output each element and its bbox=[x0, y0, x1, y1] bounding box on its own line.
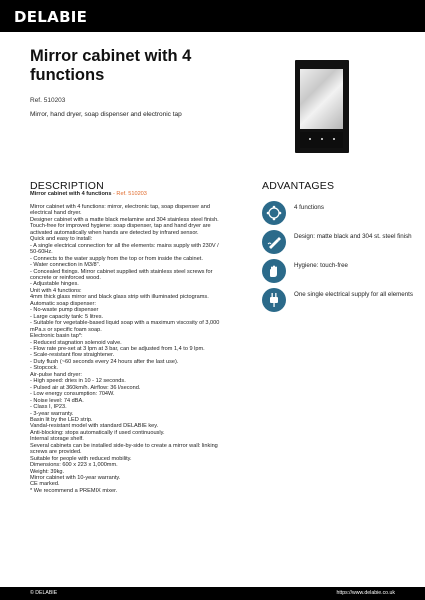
description-line: Basin lit by the LED strip. bbox=[30, 416, 93, 423]
advantage-item bbox=[262, 201, 422, 227]
description-reference: Ref. 510203 bbox=[116, 191, 147, 197]
description-line: - No-waste pump dispenser bbox=[30, 307, 99, 314]
page-title: Mirror cabinet with 4 functions bbox=[30, 47, 192, 84]
pictogram-dot bbox=[333, 138, 335, 140]
description-line: Several cabinets can be installed side-by-side to create a mirror wall: linking bbox=[30, 442, 218, 449]
description-line: 4mm thick glass mirror and black glass strip with illuminated pictograms. bbox=[30, 294, 209, 301]
advantage-text: One single electrical supply for all elements bbox=[294, 291, 413, 298]
description-line: - 3-year warranty. bbox=[30, 410, 74, 417]
description-line: Automatic soap dispenser: bbox=[30, 300, 96, 307]
product-reference: Ref. 510203 bbox=[30, 97, 66, 104]
description-line: - Pulsed air at 360km/h. Airflow: 36 l/second. bbox=[30, 384, 141, 391]
advantage-text: Hygiene: touch-free bbox=[294, 262, 348, 269]
description-line: Designer cabinet with a matte black melamine and 304 stainless steel finish. bbox=[30, 216, 219, 223]
description-body bbox=[30, 204, 255, 494]
description-line: Weight: 39kg. bbox=[30, 468, 65, 475]
description-line: - Noise level: 74 dBA. bbox=[30, 397, 84, 404]
electrical-plug-icon bbox=[262, 288, 286, 312]
description-line: Internal storage shelf. bbox=[30, 436, 84, 443]
product-subtitle: Mirror, hand dryer, soap dispenser and electronic tap bbox=[30, 111, 182, 118]
advantages-heading: ADVANTAGES bbox=[262, 180, 335, 192]
description-line: Quick and easy to install: bbox=[30, 236, 93, 243]
description-line: - Large capacity tank: 5 litres. bbox=[30, 313, 104, 320]
delabie-logo: DELABIE bbox=[14, 8, 88, 26]
description-line: - Flow rate pre-set at 3 lpm at 3 bar, can be adjusted from 1,4 to 9 lpm. bbox=[30, 345, 205, 352]
description-line: concrete or reinforced wood. bbox=[30, 274, 101, 281]
description-line: Dimensions: 600 x 223 x 1,000mm. bbox=[30, 462, 118, 469]
description-line: - Duty flush (~60 seconds every 24 hours after the last use). bbox=[30, 358, 179, 365]
description-line: - Suitable for vegetable-based liquid soap with a maximum viscosity of 3,000 bbox=[30, 320, 220, 327]
description-line: - Adjustable hinges. bbox=[30, 281, 79, 288]
description-line: - High speed: dries in 10 - 12 seconds. bbox=[30, 378, 126, 385]
description-line: * We recommend a PREMIX mixer. bbox=[30, 487, 118, 494]
advantage-text: Design: matte black and 304 st. steel finish bbox=[294, 233, 412, 240]
description-line: CE marked. bbox=[30, 481, 60, 488]
four-functions-icon bbox=[262, 201, 286, 225]
touch-free-hand-icon bbox=[262, 259, 286, 283]
description-line: - Reduced stagnation solenoid valve. bbox=[30, 339, 122, 346]
footer-website-link[interactable]: https://www.delabie.co.uk bbox=[336, 590, 395, 596]
product-image bbox=[295, 60, 349, 153]
description-line: Electronic basin tap*: bbox=[30, 333, 83, 340]
description-line: - A single electrical connection for all the elements: mains supply with 230V / bbox=[30, 242, 219, 249]
description-line: mPa.s or specific foam soap. bbox=[30, 326, 102, 333]
pictogram-strip bbox=[300, 132, 343, 148]
description-line: Mirror cabinet with 4 functions: mirror, electronic tap, soap dispenser and bbox=[30, 204, 211, 210]
description-line: - Water connection in M3/8". bbox=[30, 262, 101, 269]
description-line: - Scale-resistant flow straightener. bbox=[30, 352, 115, 359]
description-line: electrical hand dryer. bbox=[30, 210, 82, 217]
description-line: Mirror cabinet with 10-year warranty. bbox=[30, 475, 121, 482]
description-line: Vandal-resistant model with standard DELABIE key. bbox=[30, 423, 159, 430]
footer-copyright: © DELABIE bbox=[30, 590, 58, 596]
description-line: - Connects to the water supply from the top or from inside the cabinet. bbox=[30, 255, 203, 262]
description-line: 50-60Hz. bbox=[30, 249, 53, 256]
header-bar bbox=[0, 0, 425, 32]
footer-bar bbox=[0, 587, 425, 600]
advantage-item bbox=[262, 288, 422, 314]
description-line: - Class I, IP23. bbox=[30, 404, 67, 411]
advantage-item bbox=[262, 230, 422, 256]
pictogram-dot bbox=[321, 138, 323, 140]
description-line: - Concealed fixings. Mirror cabinet supplied with stainless steel screws for bbox=[30, 268, 213, 275]
description-subheading bbox=[30, 191, 147, 197]
design-icon bbox=[262, 230, 286, 254]
description-heading: DESCRIPTION bbox=[30, 180, 104, 192]
description-separator: - bbox=[111, 191, 117, 197]
description-line: activated automatically when hands are detected by infrared sensor. bbox=[30, 229, 199, 236]
advantage-item bbox=[262, 259, 422, 285]
description-line: Unit with 4 functions: bbox=[30, 287, 82, 294]
description-line: Suitable for people with reduced mobility. bbox=[30, 455, 132, 462]
advantage-text: 4 functions bbox=[294, 204, 324, 211]
description-line: Touch-free for improved hygiene: soap dispenser, tap and hand dryer are bbox=[30, 223, 211, 230]
description-line: - Low energy consumption: 704W. bbox=[30, 391, 115, 398]
description-line: Air-pulse hand dryer: bbox=[30, 371, 82, 378]
description-line: - Stopcock. bbox=[30, 365, 58, 372]
pictogram-dot bbox=[309, 138, 311, 140]
mirror-panel bbox=[300, 69, 343, 129]
description-line: Anti-blocking: stops automatically if used continuously. bbox=[30, 429, 165, 436]
description-line: screws are provided. bbox=[30, 449, 82, 456]
description-product-name: Mirror cabinet with 4 functions bbox=[30, 191, 112, 197]
